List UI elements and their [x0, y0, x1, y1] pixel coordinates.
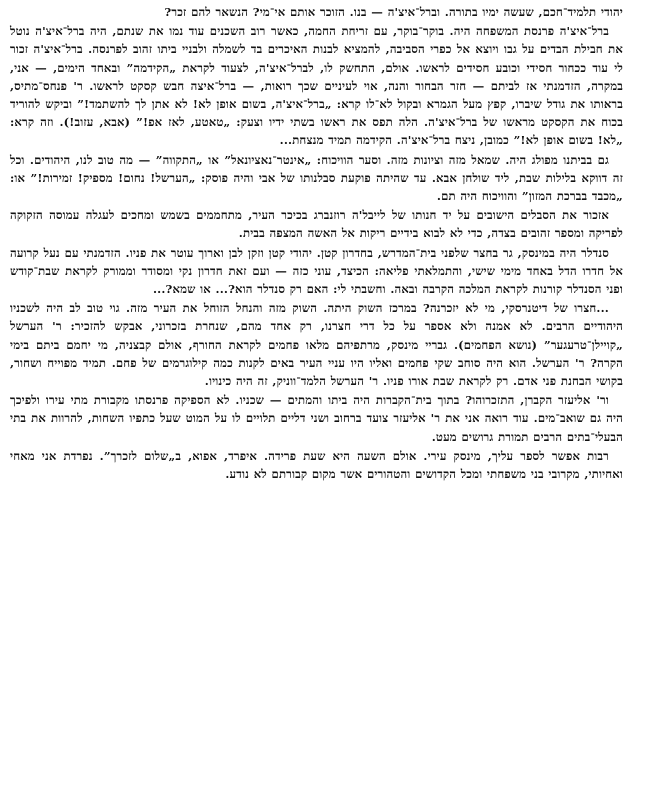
paragraph-6: ...חצרו של דיטנרסקי, מי לא יזכרנה? במרכז השוק היתה. השוק מזה והנחל הזוחל את העיר מזה. גוי טוב לב היה לשכניו היהודיים הרבים. לא אמנה ולא אספר על כל דרי חצרנו, רק אחד מהם, שנחרת בזכרוני, אבקש להזכיר: ר' הערשל „קויילן־טרעגער” (נושא הפחמים). גבריי מינסק, מרתפיהם מלאו פחמים לקראת החורף, אולם קבצניה, מי יחמם ביתם בימי הקרה? ר' הערשל. הוא היה סוחב שקי פחמים ואליו היו עניי העיר באים לקנות כמה קילוגרמים של פחם. תמיד מפוייח ושחור, בקושי הבחנת פני אדם. רק לקראת שבת אורו פניו. ר' הערשל הלמד־ווניק, זה היה כינויו.: [10, 301, 623, 389]
paragraph-7: ור' אליעזר הקברן, התזכרוהו? בתוך בית־הקברות היה ביתו והמתים — שכניו. לא הספיקה פרנסתו מקבורת מתי עירו ולפיכך היה גם שואב־מים. עוד רואה אני את ר' אליעזר צועד ברחוב ושני דליים תלויים לו על המוט שעל כתפיו השחות, להרוות את בתי הבעלי־בתים הרבים תמורת גרושים מעט.: [10, 393, 623, 444]
paragraph-4: אזכור את הסבלים הישובים על יד חנותו של לייבל'ה רוזנברג בכיכר העיר, מתחממים בשמש ומחכים לעגלה עמוסה הזקוקה לפריקה ומספר זהובים בצדה, כדי לא לבוא בידיים ריקות אל האשה המצפה בבית.: [10, 208, 623, 241]
paragraph-3: גם בביתנו מפולג היה. שמאל מזה וציונות מזה. וסער הוויכוח: „אינטר־נאציונאל” או „התקווה” — מה טוב לנו, היהודים. וכל זה דווקא בלילות שבת, ליד שולחן אבא. עד שהיתה פוקעת סבלנותו של אבי והיה פוסק: „הערשל! נחום! מספיק! זמירות!” או: „מכבד בברכת המזון” והוויכוח היה תם.: [10, 152, 623, 204]
paragraph-5: סנדלר היה במינסק, גר בחצר שלפני בית־המדרש, בחדרון קטן. יהודי קטן וזקן לבן וארוך עוטר את פניו. הזדמנתי עם נעל קרועה אל חדרו הדל באחד מימי שישי, והתמלאתי פליאה: הכיצד, עוני כזה — ועם זאת חדרון נקי ומסודר וממורק לקראת שבת־קודש ופני הסנדלר קורנות לקראת המלכה הקרבה ובאה. וחשבתי לי: האם רק סנדלר הוא?... או שמא?...: [10, 245, 623, 297]
paragraph-2: ברל־איצ'ה פרנסת המשפחה היה. בוקר־בוקר, עם זריחת החמה, כאשר רוב השכנים עוד נמו את שנתם, היה ברל־איצ'ה נוטל את חבילת הבדים על גבו ויוצא אל כפרי הסביבה, להמציא לבנות האיכרים בד לשמלה ולבניי ביתו זהוב לפרנסה. ברל־איצ'ה זכור לי עוד ככחור חסידי וכובע חסידים לראשו. אולם, התחשק לו, לברל־איצ'ה, לצעוד לקראת „הקידמה” ובאחד הימים, — אני, במקרה, הזדמנתי אז לביתם — חזר הבחור והנה, אוי לעיניים שכך רואות, — ברל־איצה חבש קסקט לראשו. ר' פנחס־מתיס, בראותו את גודל שיברו, קפץ מעל הגמרא ובקול לא־לו קרא: „ברל־איצ'ה, בשום אופן לא! לא אתן לך להשתמד!” וביקש להוריד בכוח את הקסקט מראשו של ברל־איצ'ה. הלה תפס את ראשו בשתי ידיו וצעק: „טאטע, לאז אפ!” (אבא, עזוב!). וזה קרא: „לא! בשום אופן לא!” כמובן, ניצח ברל־איצ'ה. הקידמה תמיד מנצחת...: [10, 24, 623, 148]
paragraph-8: רבות אפשר לספר עליך, מינסק עירי. אולם השעה היא שעת פרידה. איפרד, אפוא, ב„שלום לזכרך”. נפרדת אני מאחי ואחיותי, מקרובי בני משפחתי ומכל הקדושים והטהורים אשר מקום קבורתם לא נודע.: [10, 448, 623, 482]
paragraph-1: יהודי תלמיד־חכם, שעשה ימיו בתורה. וברל־איצ'ה — בנו. הזוכר אותם אי־מי? הנשאר להם זכר?: [164, 5, 623, 19]
